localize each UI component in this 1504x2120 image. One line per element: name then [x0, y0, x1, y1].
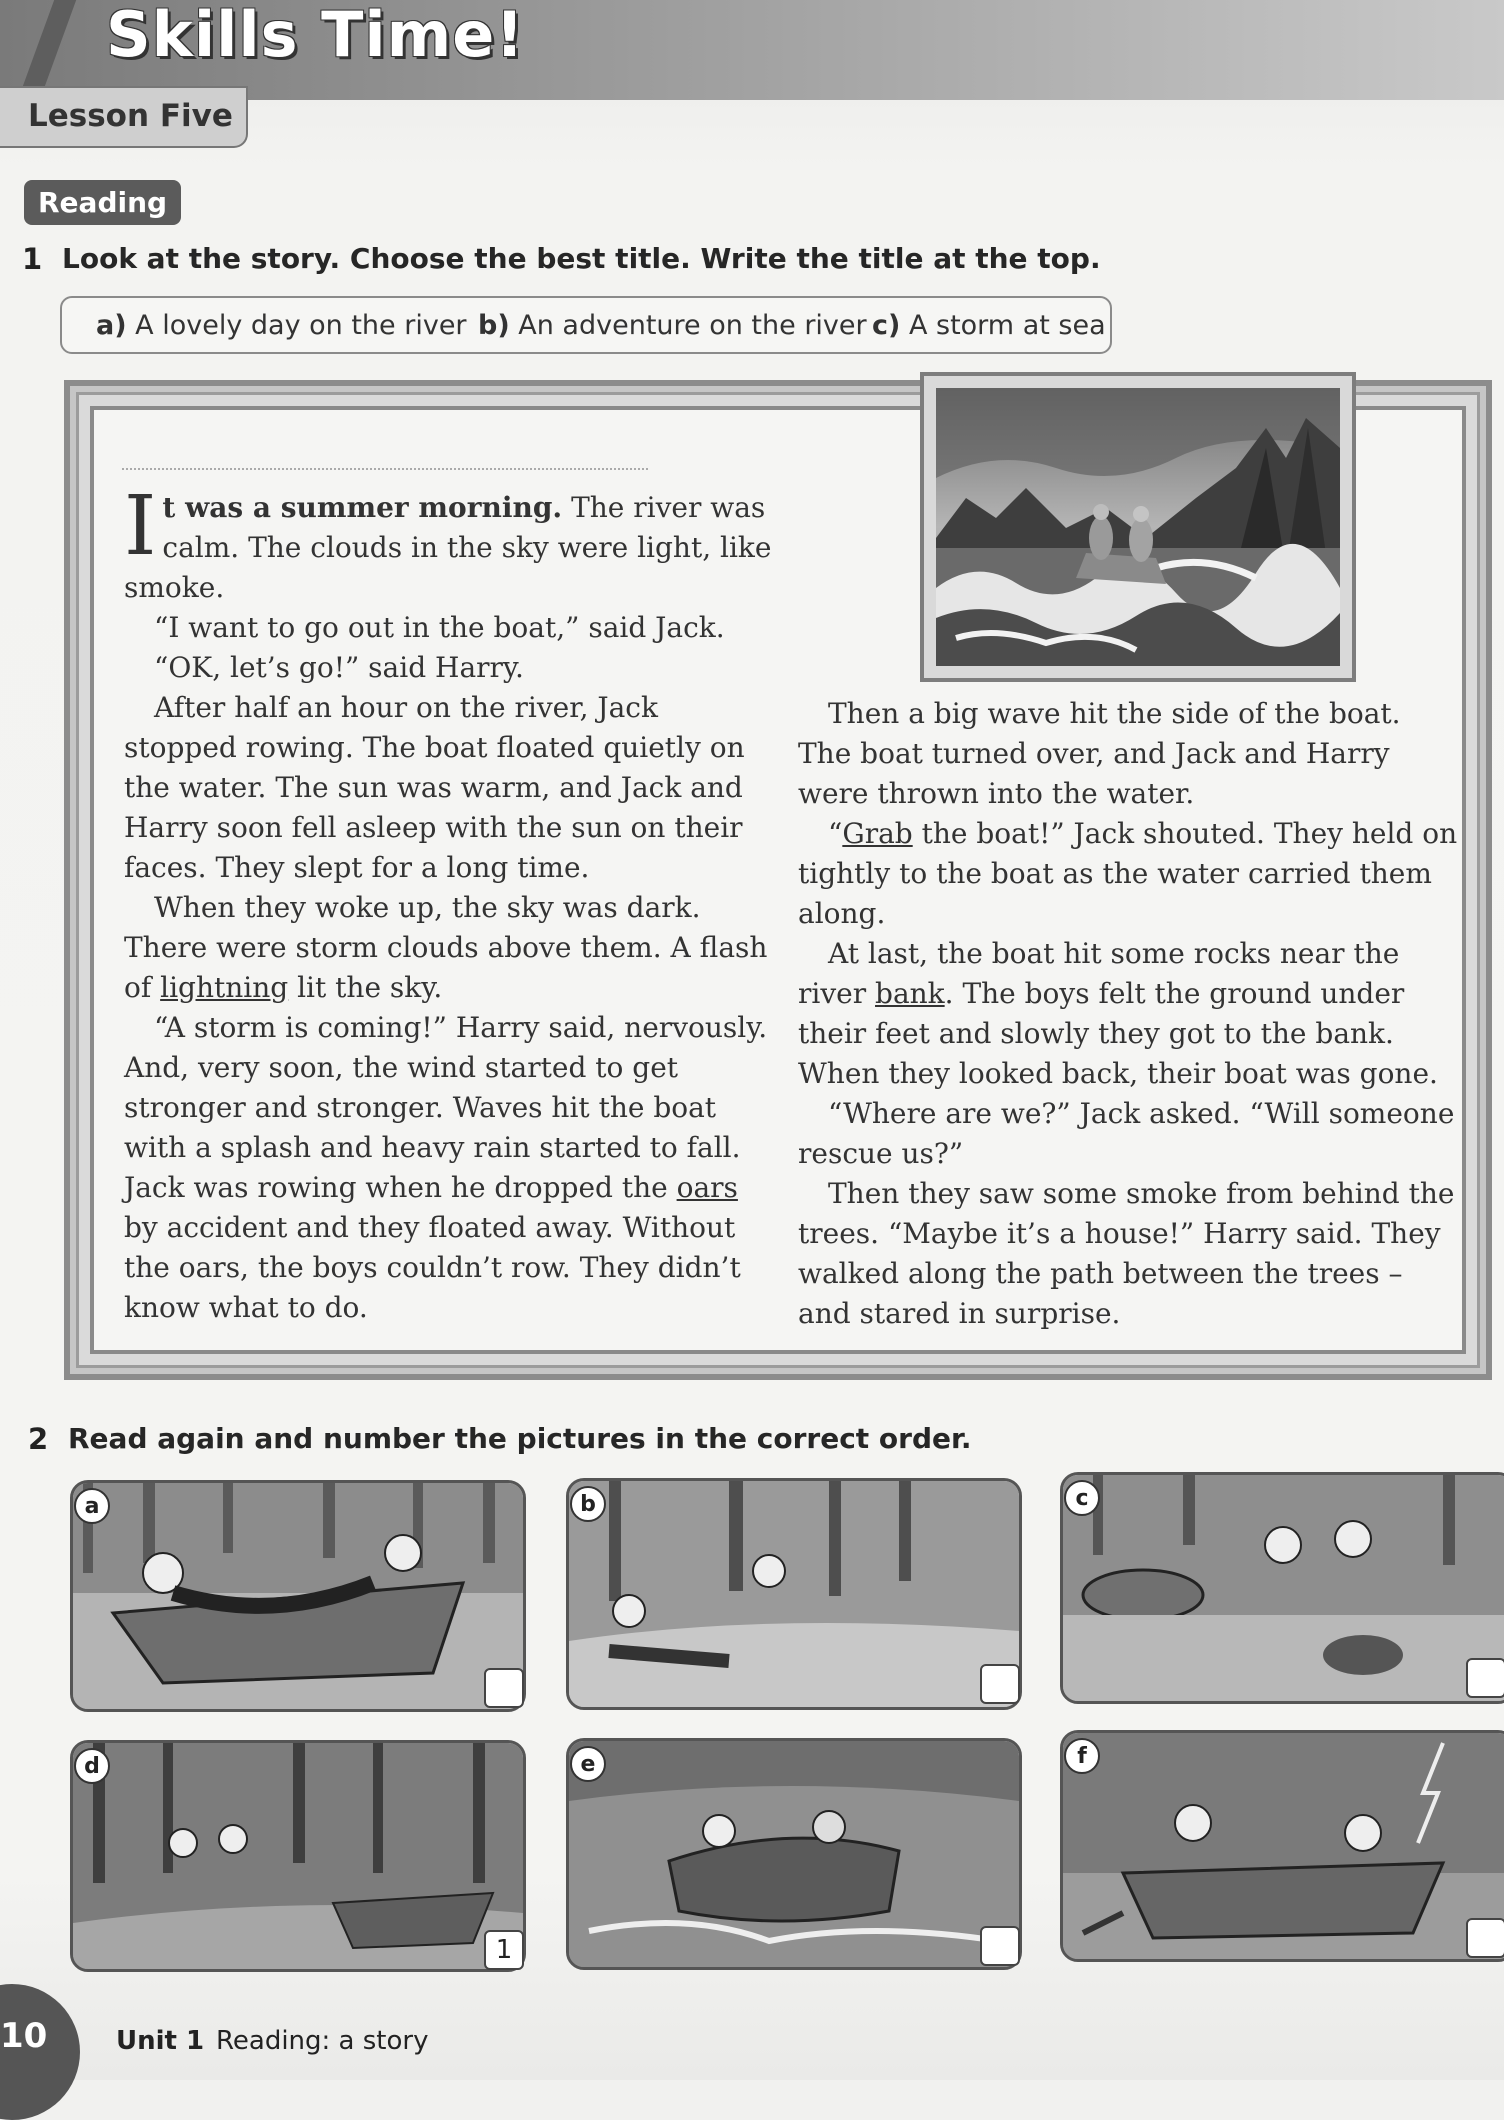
story-right-paragraph [798, 934, 1458, 1094]
task1-instruction: Look at the story. Choose the best title. Write the title at the top. [62, 242, 1101, 275]
story-text: After half an hour on the river, Jack stopped rowing. The boat floated quietly on the water. The sun was warm, and Jack and Harry soon fell asleep with the sun on their faces. They slept for a long time. [124, 691, 745, 884]
task2-number: 2 [28, 1422, 49, 1456]
story-left-paragraph [124, 888, 772, 1008]
task1-number: 1 [22, 242, 43, 276]
story-text: “I want to go out in the boat,” said Jack. [154, 611, 725, 644]
picture-a-answer-box[interactable] [484, 1668, 524, 1708]
story-text: Then they saw some smoke from behind the trees. “Maybe it’s a house!” Harry said. They walked along the path between the trees – and stared in surprise. [798, 1177, 1455, 1330]
story-text: “OK, let’s go!” said Harry. [154, 651, 524, 684]
picture-f-answer-box[interactable] [1466, 1918, 1504, 1958]
story-photo [920, 372, 1356, 682]
picture-b-answer-box[interactable] [980, 1664, 1020, 1704]
story-text: lit the sky. [288, 971, 443, 1004]
story-text: At last, the boat hit some rocks near the river [798, 937, 1400, 1010]
picture-a [70, 1480, 526, 1712]
opening-bold: t was a summer morning. [162, 491, 563, 524]
glossary-word: Grab [842, 817, 913, 850]
boys-sleeping-boat-illustration [73, 1483, 523, 1709]
task2-instruction: Read again and number the pictures in the correct order. [68, 1422, 972, 1455]
glossary-word: oars [676, 1171, 738, 1204]
boys-on-rocks-illustration [1063, 1475, 1504, 1701]
story-text: Then a big wave hit the side of the boat. The boat turned over, and Jack and Harry were thrown into the water. [798, 697, 1401, 810]
picture-a-letter: a [74, 1488, 110, 1524]
picture-f [1060, 1730, 1504, 1962]
option-a[interactable]: a) A lovely day on the river [96, 310, 467, 341]
picture-d-letter: d [74, 1748, 110, 1784]
picture-d [70, 1740, 526, 1972]
footer-subtitle: Reading: a story [216, 2026, 429, 2056]
story-right-paragraph [798, 1094, 1458, 1174]
page-number: 10 [0, 2016, 48, 2056]
picture-b [566, 1478, 1022, 1710]
story-text: “Where are we?” Jack asked. “Will someone rescue us?” [798, 1097, 1455, 1170]
opening-rest: The river was calm. The clouds in the sky were light, like smoke. [124, 491, 772, 604]
boys-on-bank-illustration [569, 1481, 1019, 1707]
story-text: by accident and they floated away. Without the oars, the boys couldn’t row. They didn’t know what to do. [124, 1211, 741, 1324]
story-left-paragraph [124, 688, 772, 888]
picture-c-letter: c [1064, 1480, 1100, 1516]
picture-b-letter: b [570, 1486, 606, 1522]
title-write-line[interactable] [122, 468, 648, 470]
canoe-rapids-illustration [936, 388, 1340, 666]
lesson-label: Lesson Five [28, 98, 233, 134]
story-text: the boat!” Jack shouted. They held on tightly to the boat as the water carried them along. [798, 817, 1458, 930]
storm-in-boat-illustration [1063, 1733, 1504, 1959]
boys-on-path-illustration [73, 1743, 523, 1969]
picture-e-letter: e [570, 1746, 606, 1782]
picture-e [566, 1738, 1022, 1970]
story-opening-paragraph [124, 479, 772, 608]
picture-c [1060, 1472, 1504, 1704]
section-badge: Reading [24, 180, 181, 225]
footer-unit: Unit 1 [116, 2026, 205, 2056]
glossary-word: lightning [160, 971, 289, 1004]
glossary-word: bank [875, 977, 945, 1010]
story-text: “ [828, 817, 843, 850]
story-text: “A storm is coming!” Harry said, nervously. And, very soon, the wind started to get stronger and stronger. Waves hit the boat with a splash and heavy rain started to fall. Jack was rowing when he dropped the [124, 1011, 768, 1204]
story-right-paragraph [798, 1174, 1458, 1334]
option-c[interactable]: c) A storm at sea [872, 310, 1106, 341]
story-left-paragraph [124, 608, 772, 648]
story-left-paragraph [124, 1008, 772, 1328]
story-right-paragraph [798, 694, 1458, 814]
story-right-paragraph [798, 814, 1458, 934]
option-b[interactable]: b) An adventure on the river [478, 310, 867, 341]
page-title: Skills Time! [106, 0, 525, 71]
story-left-column [124, 479, 772, 1328]
story-text: . The boys felt the ground under their feet and slowly they got to the bank. When they looked back, their boat was gone. [798, 977, 1438, 1090]
picture-f-letter: f [1064, 1738, 1100, 1774]
boys-holding-boat-illustration [569, 1741, 1019, 1967]
story-text: When they woke up, the sky was dark. There were storm clouds above them. A flash of [124, 891, 768, 1004]
picture-c-answer-box[interactable] [1466, 1658, 1504, 1698]
picture-e-answer-box[interactable] [980, 1926, 1020, 1966]
drop-cap: I [124, 479, 157, 574]
picture-d-answer-box[interactable]: 1 [484, 1930, 524, 1970]
story-left-paragraph [124, 648, 772, 688]
story-right-column [798, 694, 1458, 1334]
